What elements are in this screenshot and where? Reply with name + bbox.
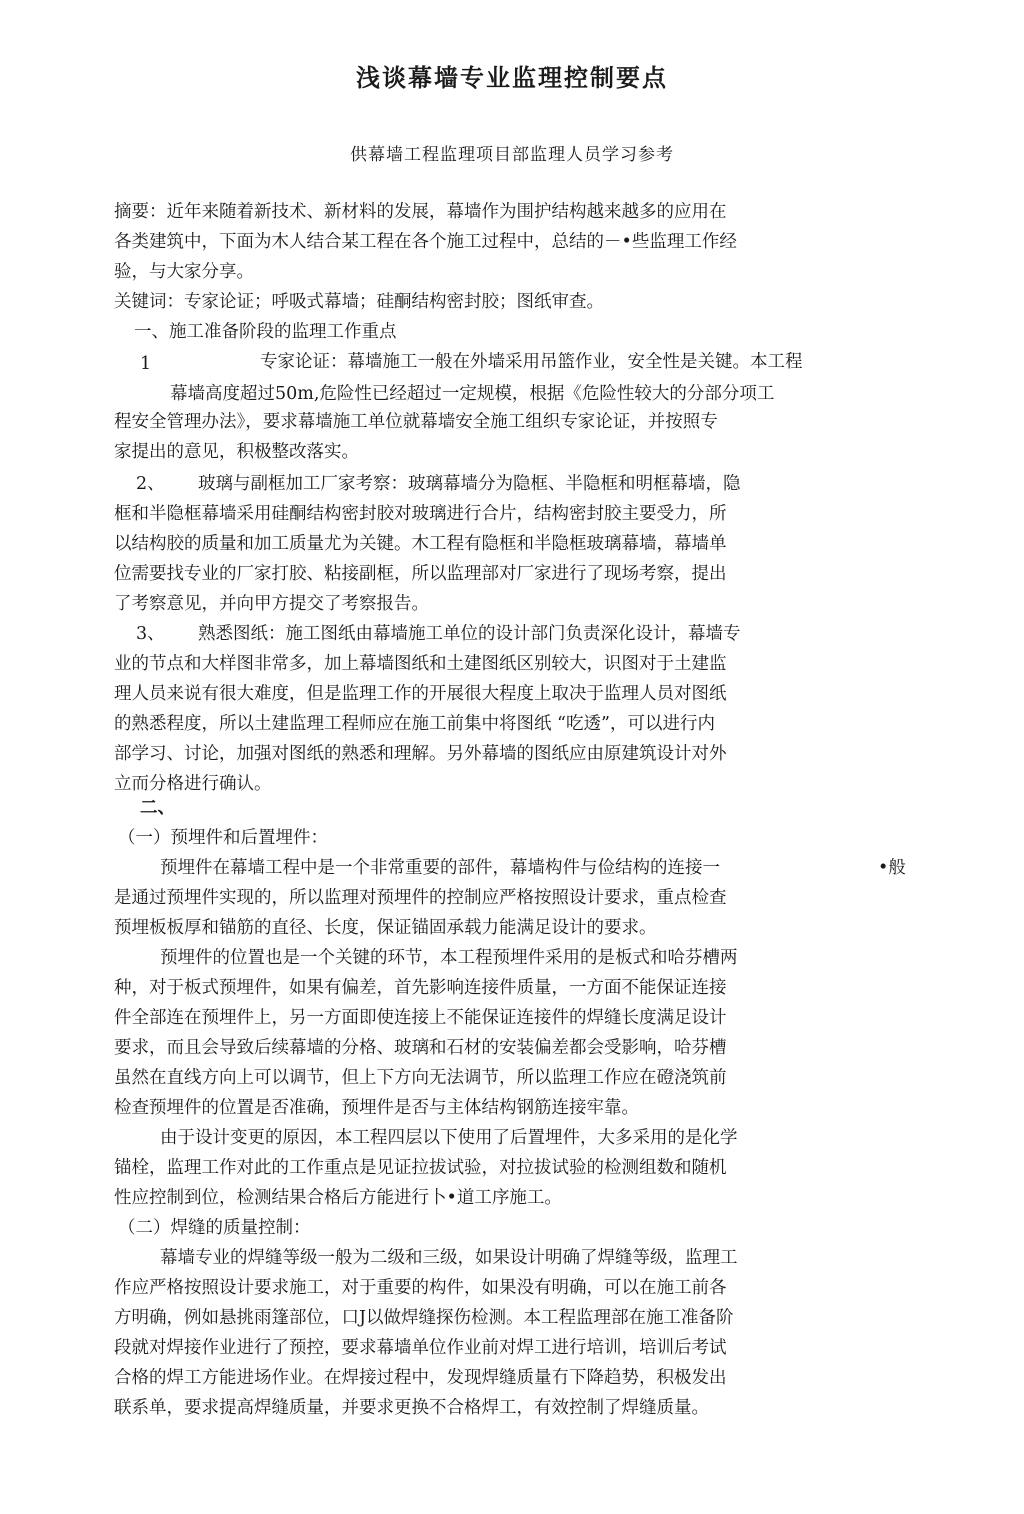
keywords-line: 关键词：专家论证；呼吸式幕墙；硅酮结构密封胶；图纸审查。 <box>114 292 604 312</box>
paragraph-line: 虽然在直线方向上可以调节，但上下方向无法调节，所以监理工作应在磴浇筑前 <box>114 1068 727 1088</box>
paragraph-line: 是通过预埋件实现的，所以监理对预埋件的控制应严格按照设计要求，重点检查 <box>114 888 727 908</box>
paragraph-line: 幕墙专业的焊缝等级一般为二级和三级，如果设计明确了焊缝等级，监理工 <box>160 1248 738 1268</box>
paragraph-line: 玻璃与副框加工厂家考察：玻璃幕墙分为隐框、半隐框和明框幕墙，隐 <box>198 474 741 494</box>
paragraph-line: 了考察意见，并向甲方提交了考察报告。 <box>114 594 429 614</box>
item-number: 3、 <box>136 624 165 644</box>
paragraph-line: 位需要找专业的厂家打胶、粘接副框，所以监理部对厂家进行了现场考察，提出 <box>114 564 727 584</box>
abstract-line: 验，与大家分享。 <box>114 262 254 282</box>
subsection-heading: （二）焊缝的质量控制： <box>118 1218 311 1238</box>
paragraph-line: 预埋板板厚和锚筋的直径、长度，保证锚固承载力能满足设计的要求。 <box>114 918 657 938</box>
subsection-heading: （一）预埋件和后置埋件： <box>118 828 328 848</box>
paragraph-line: 理人员来说有很大难度，但是监理工作的开展很大程度上取决于监理人员对图纸 <box>114 684 727 704</box>
paragraph-line: 要求，而且会导致后续幕墙的分格、玻璃和石材的安装偏差都会受影响，哈芬槽 <box>114 1038 727 1058</box>
paragraph-line: 的熟悉程度，所以土建监理工程师应在施工前集中将图纸 “吃透”，可以进行内 <box>114 714 715 734</box>
paragraph-line: 业的节点和大样图非常多，加上幕墙图纸和土建图纸区别较大，识图对于土建监 <box>114 654 727 674</box>
paragraph-line: 专家论证：幕墙施工一般在外墙采用吊篮作业，安全性是关键。本工程 <box>260 352 803 372</box>
paragraph-line: 联系单，要求提高焊缝质量，并要求更换不合格焊工，有效控制了焊缝质量。 <box>114 1398 709 1418</box>
paragraph-line: 合格的焊工方能进场作业。在焊接过程中，发现焊缝质量冇下降趋势，积极发出 <box>114 1368 727 1388</box>
paragraph-line: 熟悉图纸：施工图纸由幕墙施工单位的设计部门负责深化设计，幕墙专 <box>198 624 741 644</box>
paragraph-line: 件全部连在预埋件上，另一方面即使连接上不能保证连接件的焊缝长度满足设计 <box>114 1008 727 1028</box>
paragraph-line: 预埋件在幕墙工程中是一个非常重要的部件，幕墙构件与俭结构的连接一 <box>160 858 720 878</box>
paragraph-line: 以结构胶的质量和加工质量尤为关键。木工程有隐框和半隐框玻璃幕墙，幕墙单 <box>114 534 727 554</box>
paragraph-line: 家提出的意见，积极整改落实。 <box>114 442 359 462</box>
paragraph-line: 锚栓，监理工作对此的工作重点是见证拉拔试验，对拉拔试验的检测组数和随机 <box>114 1158 727 1178</box>
paragraph-line: 立而分格进行确认。 <box>114 774 272 794</box>
paragraph-line: 作应严格按照设计要求施工，对于重要的构件，如果没有明确，可以在施工前各 <box>114 1278 727 1298</box>
abstract-line: 摘要：近年来随着新技术、新材料的发展，幕墙作为围护结构越来越多的应用在 <box>114 202 727 222</box>
document-title: 浅谈幕墙专业监理控制要点 <box>356 64 668 92</box>
paragraph-line: 预埋件的位置也是一个关键的环节，本工程预埋件采用的是板式和哈芬槽两 <box>160 948 738 968</box>
item-number: 2、 <box>136 474 165 494</box>
paragraph-line: 性应控制到位，检测结果合格后方能进行卜•道工序施工。 <box>114 1188 562 1208</box>
paragraph-line: 检查预埋件的位置是否准确，预埋件是否与主体结构钢筋连接牢靠。 <box>114 1098 639 1118</box>
abstract-line: 各类建筑中，下面为木人结合某工程在各个施工过程中，总结的－•些监理工作经 <box>114 232 737 252</box>
paragraph-line: 部学习、讨论，加强对图纸的熟悉和理解。另外幕墙的图纸应由原建筑设计对外 <box>114 744 727 764</box>
document-subtitle: 供幕墙工程监理项目部监理人员学习参考 <box>350 145 674 165</box>
paragraph-line: 幕墙高度超过50m,危险性已经超过一定规模，根据《危险性较大的分部分项工 <box>170 384 775 404</box>
paragraph-line: 种，对于板式预埋件，如果有偏差，首先影响连接件质量，一方面不能保证连接 <box>114 978 727 998</box>
paragraph-line: 由于设计变更的原因，本工程四层以下使用了后置埋件，大多采用的是化学 <box>160 1128 738 1148</box>
paragraph-line: 程安全管理办法》，要求幕墙施工单位就幕墙安全施工组织专家论证，并按照专 <box>114 412 718 432</box>
paragraph-line-tail: •般 <box>878 858 906 878</box>
paragraph-line: 方明确，例如悬挑雨篷部位，口J以做焊缝探伤检测。本工程监理部在施工准备阶 <box>114 1308 734 1328</box>
item-number: 1 <box>140 354 152 374</box>
paragraph-line: 框和半隐框幕墙采用硅酮结构密封胶对玻璃进行合片，结构密封胶主要受力，所 <box>114 504 727 524</box>
section-heading: 一、施工准备阶段的监理工作重点 <box>134 322 397 342</box>
paragraph-line: 段就对焊接作业进行了预控，要求幕墙单位作业前对焊工进行培训，培训后考试 <box>114 1338 727 1358</box>
section-heading: 二、 <box>140 798 175 818</box>
